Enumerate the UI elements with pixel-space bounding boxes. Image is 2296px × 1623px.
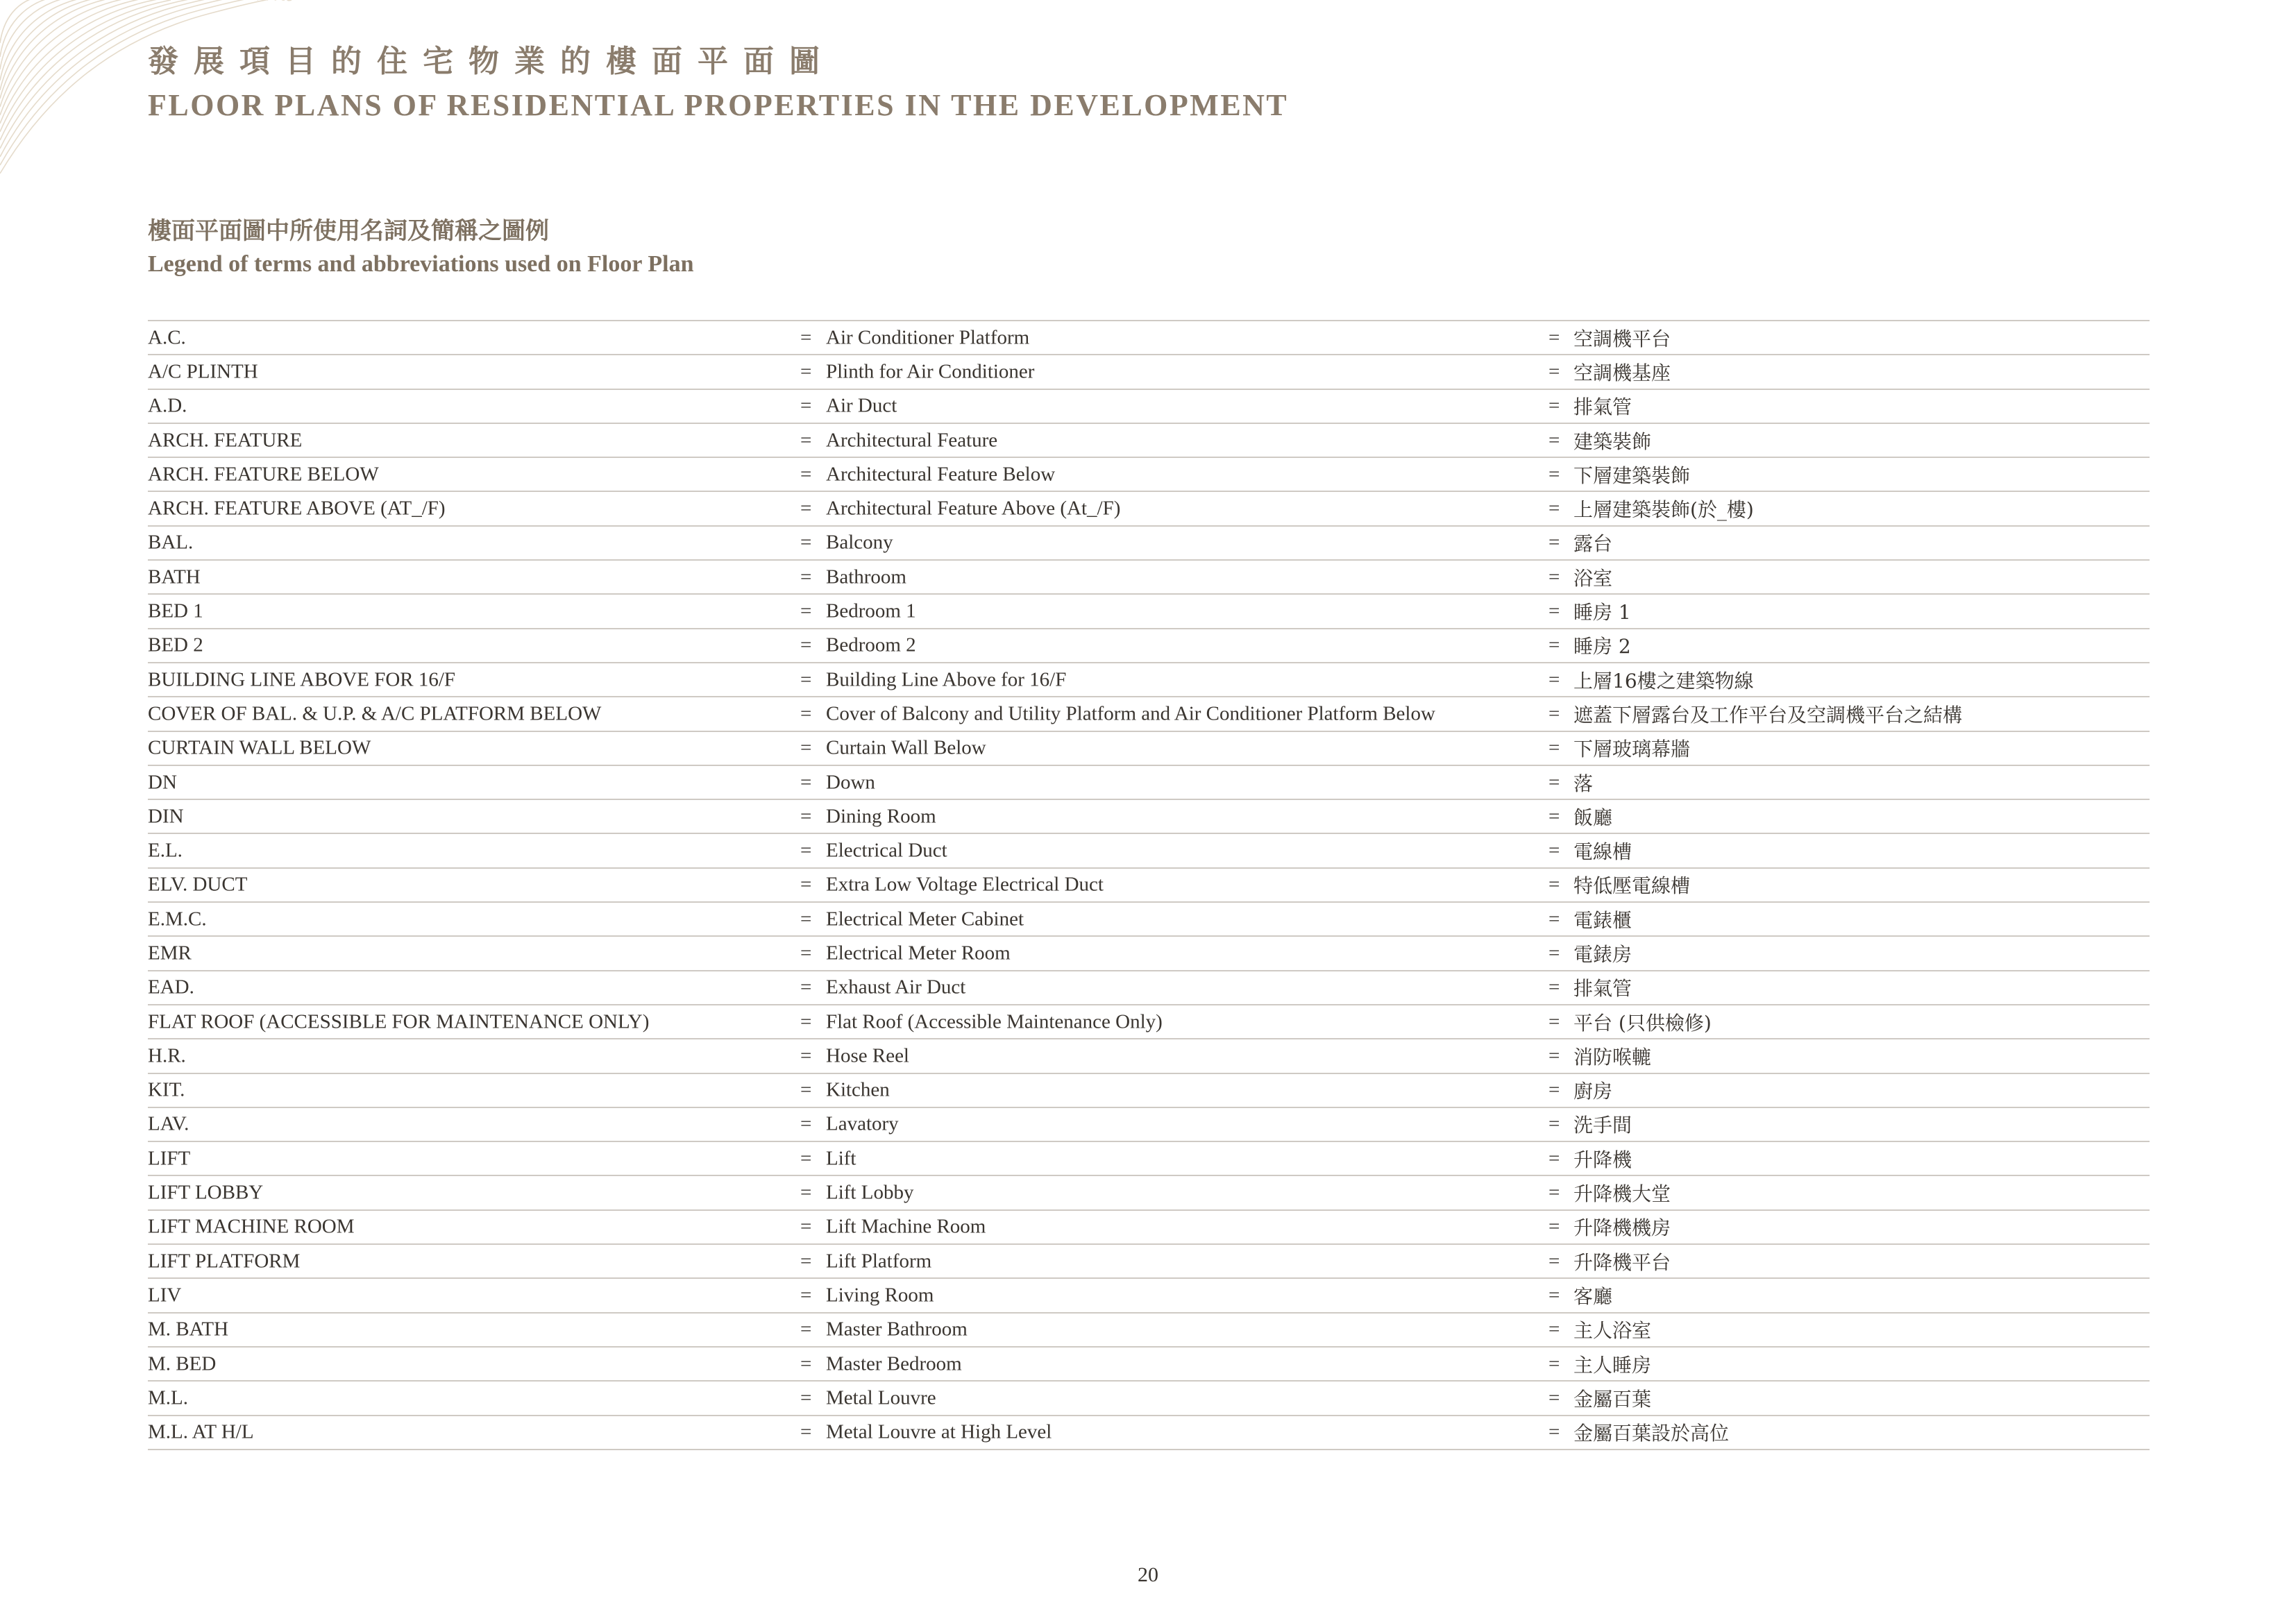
legend-abbreviation: EAD.: [148, 976, 194, 999]
legend-abbreviation: ELV. DUCT: [148, 873, 248, 896]
legend-row: [148, 732, 2150, 766]
legend-abbreviation: BUILDING LINE ABOVE FOR 16/F: [148, 668, 456, 691]
legend-chinese-term: 平台 (只供檢修): [1573, 1011, 1712, 1035]
legend-chinese-term: 升降機大堂: [1573, 1182, 1671, 1206]
equals-sign: =: [800, 1044, 812, 1067]
equals-sign: =: [1548, 634, 1560, 656]
legend-abbreviation: BED 1: [148, 600, 203, 622]
equals-sign: =: [1548, 702, 1560, 725]
equals-sign: =: [1548, 1386, 1560, 1409]
legend-english-term: Bathroom: [826, 566, 906, 588]
legend-english-term: Architectural Feature Below: [826, 463, 1056, 486]
legend-english-term: Flat Roof (Accessible Maintenance Only): [826, 1010, 1163, 1033]
equals-sign: =: [800, 497, 812, 520]
legend-row: [148, 492, 2150, 526]
legend-english-term: Plinth for Air Conditioner: [826, 360, 1035, 383]
page-title-chinese: 發展項目的住宅物業的樓面平面圖: [148, 44, 835, 79]
legend-chinese-term: 金屬百葉設於高位: [1573, 1422, 1730, 1445]
legend-row: [148, 663, 2150, 697]
legend-english-term: Air Conditioner Platform: [826, 326, 1030, 349]
equals-sign: =: [800, 1181, 812, 1204]
legend-chinese-term: 上層16樓之建築物線: [1573, 669, 1754, 692]
legend-row: [148, 458, 2150, 492]
legend-abbreviation: FLAT ROOF (ACCESSIBLE FOR MAINTENANCE ONLY): [148, 1010, 650, 1033]
legend-english-term: Lavatory: [826, 1112, 899, 1135]
equals-sign: =: [1548, 839, 1560, 862]
legend-abbreviation: LIFT: [148, 1147, 191, 1170]
legend-row: [148, 595, 2150, 629]
legend-abbreviation: LIV: [148, 1284, 182, 1307]
legend-abbreviation: LIFT LOBBY: [148, 1181, 264, 1204]
equals-sign: =: [1548, 1250, 1560, 1273]
legend-chinese-term: 金屬百葉: [1573, 1387, 1652, 1411]
legend-english-term: Master Bedroom: [826, 1352, 962, 1375]
equals-sign: =: [1548, 394, 1560, 417]
legend-abbreviation: A/C PLINTH: [148, 360, 258, 383]
equals-sign: =: [800, 394, 812, 417]
legend-abbreviation: KIT.: [148, 1078, 185, 1101]
equals-sign: =: [1548, 976, 1560, 999]
legend-row: [148, 800, 2150, 834]
legend-row: [148, 321, 2150, 355]
legend-abbreviation: LAV.: [148, 1112, 189, 1135]
legend-row: [148, 971, 2150, 1005]
legend-chinese-term: 排氣管: [1573, 396, 1632, 419]
legend-english-term: Metal Louvre: [826, 1386, 936, 1409]
legend-english-term: Architectural Feature: [826, 429, 998, 452]
legend-abbreviation: LIFT MACHINE ROOM: [148, 1215, 355, 1238]
legend-row: [148, 1142, 2150, 1176]
legend-chinese-term: 下層玻璃幕牆: [1573, 738, 1691, 761]
equals-sign: =: [1548, 668, 1560, 691]
legend-chinese-term: 升降機平台: [1573, 1250, 1671, 1274]
equals-sign: =: [1548, 326, 1560, 349]
legend-heading-chinese: 樓面平面圖中所使用名詞及簡稱之圖例: [148, 217, 549, 245]
legend-row: [148, 834, 2150, 868]
legend-chinese-term: 客廳: [1573, 1284, 1613, 1308]
legend-chinese-term: 消防喉轆: [1573, 1045, 1652, 1069]
legend-row: [148, 1074, 2150, 1108]
legend-row: [148, 527, 2150, 561]
legend-english-term: Lift Machine Room: [826, 1215, 986, 1238]
legend-chinese-term: 下層建築裝飾: [1573, 464, 1691, 487]
legend-chinese-term: 特低壓電線槽: [1573, 874, 1691, 898]
legend-chinese-term: 電錶櫃: [1573, 908, 1632, 932]
legend-abbreviation: EMR: [148, 942, 192, 965]
legend-chinese-term: 升降機機房: [1573, 1216, 1671, 1240]
page-number: 20: [1138, 1563, 1158, 1586]
legend-english-term: Exhaust Air Duct: [826, 976, 966, 999]
equals-sign: =: [1548, 942, 1560, 965]
legend-row: [148, 1245, 2150, 1279]
legend-chinese-term: 遮蓋下層露台及工作平台及空調機平台之結構: [1573, 703, 1963, 726]
equals-sign: =: [1548, 1181, 1560, 1204]
equals-sign: =: [800, 908, 812, 931]
equals-sign: =: [800, 531, 812, 554]
legend-chinese-term: 睡房 2: [1573, 635, 1631, 658]
legend-english-term: Electrical Meter Cabinet: [826, 908, 1024, 931]
legend-chinese-term: 排氣管: [1573, 977, 1632, 1001]
legend-english-term: Extra Low Voltage Electrical Duct: [826, 873, 1104, 896]
equals-sign: =: [1548, 1284, 1560, 1307]
legend-english-term: Lift Lobby: [826, 1181, 914, 1204]
equals-sign: =: [800, 1352, 812, 1375]
legend-abbreviation: CURTAIN WALL BELOW: [148, 736, 371, 759]
legend-abbreviation: BATH: [148, 566, 201, 588]
equals-sign: =: [1548, 600, 1560, 622]
legend-heading: [148, 215, 693, 280]
equals-sign: =: [800, 1215, 812, 1238]
legend-row: [148, 1005, 2150, 1039]
legend-row: [148, 1348, 2150, 1382]
equals-sign: =: [800, 1078, 812, 1101]
legend-abbreviation: M. BED: [148, 1352, 217, 1375]
equals-sign: =: [800, 702, 812, 725]
legend-row: [148, 629, 2150, 663]
equals-sign: =: [1548, 736, 1560, 759]
legend-abbreviation: COVER OF BAL. & U.P. & A/C PLATFORM BELOW: [148, 702, 602, 725]
legend-chinese-term: 上層建築裝飾(於_樓): [1573, 498, 1754, 522]
legend-english-term: Master Bathroom: [826, 1318, 968, 1341]
legend-abbreviation: A.C.: [148, 326, 186, 349]
legend-row: [148, 766, 2150, 800]
legend-chinese-term: 主人浴室: [1573, 1319, 1652, 1343]
legend-abbreviation: DIN: [148, 805, 184, 828]
legend-abbreviation: BAL.: [148, 531, 194, 554]
legend-english-term: Lift: [826, 1147, 856, 1170]
legend-english-term: Metal Louvre at High Level: [826, 1420, 1052, 1443]
legend-chinese-term: 建築裝飾: [1573, 430, 1652, 453]
equals-sign: =: [1548, 566, 1560, 588]
legend-row: [148, 1211, 2150, 1245]
equals-sign: =: [1548, 463, 1560, 486]
equals-sign: =: [1548, 1010, 1560, 1033]
legend-english-term: Living Room: [826, 1284, 934, 1307]
equals-sign: =: [800, 429, 812, 452]
equals-sign: =: [800, 1147, 812, 1170]
legend-row: [148, 1314, 2150, 1348]
legend-chinese-term: 空調機基座: [1573, 361, 1671, 384]
legend-abbreviation: DN: [148, 771, 177, 793]
legend-row: [148, 1176, 2150, 1210]
legend-chinese-term: 升降機: [1573, 1148, 1632, 1171]
page-title-english: FLOOR PLANS OF RESIDENTIAL PROPERTIES IN THE DEVELOPMENT: [148, 88, 1289, 122]
legend-row: [148, 903, 2150, 937]
equals-sign: =: [1548, 1147, 1560, 1170]
equals-sign: =: [800, 1284, 812, 1307]
legend-english-term: Bedroom 1: [826, 600, 916, 622]
legend-row: [148, 1382, 2150, 1416]
legend-row: [148, 869, 2150, 903]
legend-chinese-term: 露台: [1573, 532, 1613, 556]
legend-row: [148, 697, 2150, 731]
legend-english-term: Lift Platform: [826, 1250, 932, 1273]
legend-abbreviation: ARCH. FEATURE BELOW: [148, 463, 379, 486]
legend-english-term: Architectural Feature Above (At_/F): [826, 497, 1121, 520]
equals-sign: =: [800, 566, 812, 588]
equals-sign: =: [1548, 531, 1560, 554]
legend-row: [148, 937, 2150, 971]
equals-sign: =: [800, 771, 812, 793]
legend-chinese-term: 飯廳: [1573, 806, 1613, 829]
legend-english-term: Air Duct: [826, 394, 897, 417]
legend-chinese-term: 電線槽: [1573, 840, 1632, 864]
equals-sign: =: [800, 360, 812, 383]
legend-chinese-term: 落: [1573, 772, 1594, 795]
equals-sign: =: [1548, 908, 1560, 931]
equals-sign: =: [800, 463, 812, 486]
legend-english-term: Hose Reel: [826, 1044, 909, 1067]
equals-sign: =: [800, 736, 812, 759]
legend-english-term: Building Line Above for 16/F: [826, 668, 1067, 691]
legend-chinese-term: 廚房: [1573, 1080, 1613, 1103]
equals-sign: =: [1548, 1078, 1560, 1101]
equals-sign: =: [800, 634, 812, 656]
legend-english-term: Down: [826, 771, 875, 793]
equals-sign: =: [800, 942, 812, 965]
equals-sign: =: [1548, 1318, 1560, 1341]
legend-english-term: Electrical Duct: [826, 839, 947, 862]
legend-abbreviation: M. BATH: [148, 1318, 229, 1341]
equals-sign: =: [800, 805, 812, 828]
legend-row: [148, 355, 2150, 389]
legend-abbreviation: M.L. AT H/L: [148, 1420, 254, 1443]
equals-sign: =: [1548, 771, 1560, 793]
equals-sign: =: [1548, 497, 1560, 520]
legend-row: [148, 1279, 2150, 1313]
legend-english-term: Curtain Wall Below: [826, 736, 986, 759]
equals-sign: =: [1548, 1352, 1560, 1375]
legend-chinese-term: 洗手間: [1573, 1114, 1632, 1137]
legend-abbreviation: ARCH. FEATURE: [148, 429, 303, 452]
equals-sign: =: [1548, 429, 1560, 452]
page-header: [148, 42, 1288, 125]
equals-sign: =: [1548, 1044, 1560, 1067]
equals-sign: =: [1548, 360, 1560, 383]
legend-english-term: Electrical Meter Room: [826, 942, 1011, 965]
equals-sign: =: [800, 976, 812, 999]
legend-abbreviation: M.L.: [148, 1386, 188, 1409]
legend-chinese-term: 電錶房: [1573, 942, 1632, 966]
equals-sign: =: [800, 1112, 812, 1135]
equals-sign: =: [800, 1318, 812, 1341]
legend-row: [148, 390, 2150, 424]
equals-sign: =: [1548, 1420, 1560, 1443]
legend-chinese-term: 浴室: [1573, 566, 1613, 590]
legend-english-term: Bedroom 2: [826, 634, 916, 656]
legend-row: [148, 1039, 2150, 1073]
equals-sign: =: [1548, 1112, 1560, 1135]
legend-chinese-term: 睡房 1: [1573, 601, 1631, 624]
legend-abbreviation: E.M.C.: [148, 908, 207, 931]
legend-row: [148, 1416, 2150, 1450]
legend-english-term: Balcony: [826, 531, 893, 554]
equals-sign: =: [1548, 873, 1560, 896]
equals-sign: =: [800, 873, 812, 896]
equals-sign: =: [800, 668, 812, 691]
legend-row: [148, 561, 2150, 595]
legend-row: [148, 1108, 2150, 1142]
equals-sign: =: [800, 1250, 812, 1273]
legend-abbreviation: LIFT PLATFORM: [148, 1250, 301, 1273]
legend-abbreviation: H.R.: [148, 1044, 186, 1067]
legend-english-term: Cover of Balcony and Utility Platform and Air Conditioner Platform Below: [826, 702, 1435, 725]
equals-sign: =: [800, 1010, 812, 1033]
legend-abbreviation: BED 2: [148, 634, 203, 656]
equals-sign: =: [1548, 1215, 1560, 1238]
equals-sign: =: [800, 1420, 812, 1443]
legend-row: [148, 424, 2150, 458]
legend-abbreviation: A.D.: [148, 394, 187, 417]
equals-sign: =: [800, 1386, 812, 1409]
legend-abbreviation: ARCH. FEATURE ABOVE (AT_/F): [148, 497, 446, 520]
equals-sign: =: [800, 600, 812, 622]
legend-chinese-term: 主人睡房: [1573, 1353, 1652, 1377]
equals-sign: =: [800, 839, 812, 862]
equals-sign: =: [800, 326, 812, 349]
legend-table: [148, 320, 2150, 1450]
equals-sign: =: [1548, 805, 1560, 828]
legend-abbreviation: E.L.: [148, 839, 183, 862]
legend-english-term: Kitchen: [826, 1078, 890, 1101]
legend-english-term: Dining Room: [826, 805, 936, 828]
legend-heading-english: Legend of terms and abbreviations used on Floor Plan: [148, 251, 694, 277]
legend-chinese-term: 空調機平台: [1573, 327, 1671, 350]
